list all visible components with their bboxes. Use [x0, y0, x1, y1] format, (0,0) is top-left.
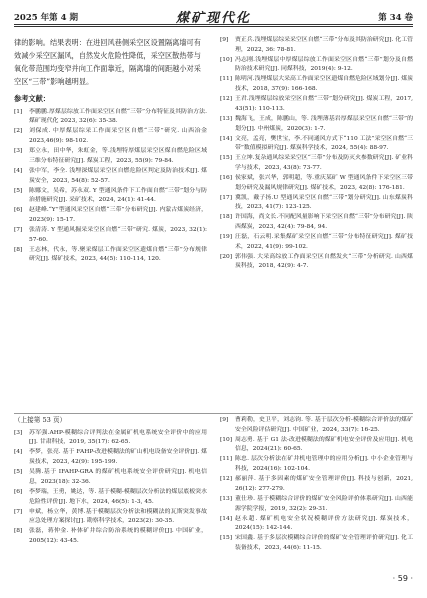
reference-number: [5] — [14, 187, 23, 194]
right-column-bottom — [220, 416, 413, 554]
reference-text: 刘保成. 中厚煤层综采工作面采空区自燃“三带”研究. 山西冶金 2023,46(9): 98-102. — [29, 128, 207, 145]
reference-text: 郭伟强. 大采高综放工作面采空区自燃发火“三带”分析研究. 山西煤炭科技，2018, 42(9): 4-7. — [235, 253, 413, 270]
reference-text: 宋国鑫. 基于多层次模糊综合评价的煤矿安全管理评价研究[J]. 化工装备技术，2023, 44(6): 11-15. — [235, 535, 413, 551]
reference-text: 郑立永，田中华，朱虹金，等.浅埋特厚煤层采空区煤自燃危险区域三维分布特征研究[J]. 煤炭工程，2023, 55(9): 79-84. — [29, 148, 207, 164]
reference-item — [14, 226, 207, 245]
reference-item — [220, 213, 413, 232]
reference-item — [14, 488, 207, 507]
left-column-bottom — [14, 416, 207, 547]
continuation-note: （上接第 53 页） — [14, 416, 67, 424]
reference-text: 贾正兵.浅埋煤层综采采空区自燃“三带”分布及其防治研究[J]. 化工管理，2022, 36: 78-81. — [235, 37, 413, 53]
reference-item — [220, 534, 413, 553]
reference-number: [14] — [220, 135, 233, 142]
reference-item — [220, 95, 413, 114]
references-list-bottom-right — [220, 416, 413, 554]
reference-item — [220, 115, 413, 134]
reference-number: [11] — [220, 456, 233, 463]
reference-number: [4] — [14, 167, 23, 174]
reference-item — [220, 36, 413, 55]
reference-number: [3] — [14, 429, 23, 436]
reference-number: [7] — [14, 226, 23, 233]
volume-label: 第 34 卷 — [378, 13, 413, 23]
reference-number: [6] — [14, 207, 23, 214]
reference-item — [14, 108, 207, 127]
reference-item — [14, 127, 207, 146]
reference-item — [220, 515, 413, 534]
reference-text: 冀凯，戴子扬.U 型通风采空区自燃“三带”划分研究[J]. 山东煤炭科技，2023, 41(7): 123-125. — [235, 194, 413, 211]
reference-number: [2] — [14, 128, 23, 135]
issue-label: 2025 年第 4 期 — [14, 13, 78, 23]
reference-number: [8] — [14, 246, 23, 253]
reference-item — [220, 436, 413, 455]
reference-item — [220, 154, 413, 173]
reference-item — [220, 233, 413, 252]
reference-number: [11] — [220, 76, 233, 83]
reference-text: 李鹏鹏.厚煤层综放工作面采空区自燃“三带”分布特征及其防治方法. 煤矿现代化 2023, 32(6): 35-38. — [29, 108, 207, 125]
reference-text: 张磊，蒋仲金. 补体矿井综合防治系统的模糊评价[J]. 中国矿业，2005(12): 43-45. — [29, 528, 207, 544]
reference-number: [13] — [220, 115, 233, 122]
reference-number: [17] — [220, 194, 233, 201]
reference-text: 王立坤.复杂通风综采采空区“三带”分布及防灭火参数研究[J]. 矿业科学与技术，2023, 43(8): 73-77. — [235, 155, 413, 171]
reference-number: [8] — [14, 528, 23, 535]
reference-text: 许国海，尚文长.不同配风量影响下采空区自燃“三带”分布研究[J]. 陕西煤炭，2023, 42(4): 79-84, 94. — [235, 214, 413, 231]
reference-number: [7] — [14, 508, 23, 515]
intro-paragraph: 律的影响。结果表明：在进回风巷侧采空区设置隔离墙可有效减少采空区漏风，自然发火危险性降低，采空区散热带与氧化带范围均变窄并向工作面靠近，隔离墙的间距越小对采空区“三带”影响越明显。 — [14, 38, 201, 86]
reference-text: 申斌，杨立华，黄博.基于模糊层次分析法和模糊法的瓦斯突发事故应急处理方案探讨[J]. 勘察科学技术，2023(2): 30-35. — [29, 508, 207, 525]
reference-number: [20] — [220, 253, 233, 260]
reference-number: [3] — [14, 148, 23, 155]
reference-number: [15] — [220, 535, 233, 542]
reference-text: 张中军，李全. 浅埋深煤层采空区自燃危险区判定及防治技术[J]. 煤炭安全，2023, 54(8): 52-57. — [29, 167, 207, 184]
reference-item — [220, 475, 413, 494]
reference-item — [14, 187, 207, 206]
header-rule-thin — [14, 26, 413, 27]
reference-text: 吴腾.基于 IFAHP-GRA 的煤矿机电系统安全评价研究[J]. 机电信息，2023(18): 32-36. — [29, 469, 207, 485]
reference-item — [14, 167, 207, 186]
references-list-left — [14, 108, 207, 265]
reference-item — [14, 448, 207, 467]
reference-number: [18] — [220, 214, 233, 221]
reference-number: [19] — [220, 234, 233, 241]
reference-number: [9] — [220, 417, 229, 423]
reference-text: 苏军强.AHP-模糊综合评判法在金属矿机电系统安全评价中的应用[J]. 甘肃科技，2019, 35(17): 62-65. — [29, 429, 207, 446]
reference-item — [14, 147, 207, 166]
reference-text: 张清涛. Y 型通风掘采采空区自燃“三带”研究. 煤炭，2023, 32(1): 57-60. — [29, 226, 207, 243]
reference-item — [220, 75, 413, 94]
reference-text: 侯家斌，张兴华，郭明超，等.重庆某矿 W 型通风条件下采空区三带划分研究及漏风规律研究[J]. 煤矿技术，2023, 42(8): 176-181. — [235, 174, 413, 191]
reference-text: 王君.浅埋煤层综放采空区自燃“三带”划分研究[J]. 煤炭工程，2017, 43(51): 110-113. — [235, 96, 413, 112]
reference-number: [5] — [14, 469, 23, 476]
reference-number: [1] — [14, 108, 23, 115]
reference-text: 郝丽萍. 基于多因素的煤矿安全管理评价[J]. 科技与创新，2021, 26(12): 277-279. — [235, 476, 413, 492]
reference-text: 周志勇. 基于 G1 法-改进模糊法的煤矿机电安全评价及应用[J]. 机电信息，2024(21): 60-65. — [235, 436, 413, 453]
reference-item — [220, 495, 413, 514]
reference-text: 王志林，代永，等.聚采煤层工作面采空区遗煤自燃“三带”分布规律研究[J]. 煤矿技术，2023, 44(5): 110-114, 120. — [29, 246, 207, 263]
references-list-bottom-left — [14, 429, 207, 547]
reference-item — [220, 56, 413, 75]
reference-number: [9] — [220, 37, 229, 43]
right-column-top — [220, 36, 413, 272]
reference-text: 赵建峰.“Y”型通风采空区自燃“三带”分布研究[J]. 内蒙古煤炭经济，2023(9): 15-17. — [29, 207, 207, 223]
reference-text: 赵永超. 煤矿机电安全状况模糊评价方法研究[J]. 煤炭技术，2024(15): 142-144. — [235, 515, 413, 532]
reference-item — [220, 174, 413, 193]
references-heading: 参考文献： — [14, 94, 50, 103]
reference-number: [16] — [220, 174, 233, 181]
page-number: · 59 · — [392, 574, 413, 583]
reference-item — [220, 135, 413, 154]
reference-number: [12] — [220, 96, 233, 103]
reference-number: [13] — [220, 495, 233, 502]
reference-number: [12] — [220, 476, 233, 483]
reference-text: 魏海飞，王成，陈鹏山，等. 浅埋薄基岩厚煤层采空区自燃“三带”的划分[J]. 中州煤炭，2020(3): 1-7. — [235, 115, 413, 132]
reference-item — [220, 253, 413, 272]
reference-number: [6] — [14, 488, 23, 495]
reference-item — [14, 527, 207, 546]
header-rule — [14, 24, 413, 25]
reference-item — [14, 508, 207, 527]
reference-item — [220, 416, 413, 435]
reference-text: 李梦，张亮. 基于 FAHP-改进模糊法的矿山机电设备安全评价[J]. 煤炭技术，2023, 42(9): 195-199. — [29, 449, 207, 466]
reference-text: 陈明河.浅埋煤层大采高工作面采空区遗煤自燃危险区域划分[J]. 煤炭技术，2018, 37(9): 166-168. — [235, 76, 413, 93]
reference-number: [15] — [220, 155, 233, 162]
reference-text: 李梦瑞，王勇，姚达，等. 基于模糊-模糊层次分析法的煤层底板突水危险性评价[J]. 地下水，2024, 46(5): 1-3, 45. — [29, 488, 207, 505]
reference-item — [220, 455, 413, 474]
section-divider — [14, 413, 413, 414]
left-column-top — [14, 36, 207, 265]
reference-text: 汪磊，石云明.采集煤矿采空区自燃“三带”分布特征研究[J]. 煤矿技术，2022, 41(9): 99-102. — [235, 234, 413, 250]
journal-title: 煤矿现代化 — [175, 11, 251, 26]
references-list-right — [220, 36, 413, 272]
reference-text: 陈娜文，吴希，苏永双. Y 型通风条件下工作面自燃“三带”划分与防治措施研究[J]. 采矿技术，2024, 24(1): 41-44. — [29, 187, 207, 204]
reference-number: [4] — [14, 449, 23, 456]
page-header — [14, 6, 413, 24]
reference-text: 陈忠. 层次分析法在矿井机电管理中的应用分析[J]. 中小企业管理与科技，2024(16): 102-104. — [235, 456, 413, 473]
reference-text: 冯志刚.浅埋煤层中厚煤层综放工作面采空区自燃“三带”划分及自燃防治技术研究[J]. 同煤科技，2019(4): 9-12. — [235, 56, 413, 73]
reference-number: [10] — [220, 436, 233, 443]
reference-text: 董仕珍. 基于模糊综合评价的煤矿安全风险评价体系研究[J]. 山西能源学院学报，2019, 32(2): 29-31. — [235, 495, 413, 512]
reference-item — [14, 206, 207, 225]
reference-text: 文亮，孟亮，樊世宝，李.不同通风方式下“110 工法”采空区自燃“三带”数值模拟研究[J]. 煤炭科学技术，2024, 55(4): 88-97. — [235, 135, 413, 152]
reference-item — [220, 194, 413, 213]
reference-text: 曹莉勒，史卫平，刘志钧. 等. 基于层次分析-模糊综合评价法的煤矿安全风险评估研究[J]. 中国矿业，2024, 33(7): 16-25. — [235, 417, 413, 433]
reference-item — [14, 468, 207, 487]
reference-number: [14] — [220, 515, 233, 522]
reference-number: [10] — [220, 56, 233, 63]
reference-item — [14, 429, 207, 448]
reference-item — [14, 246, 207, 265]
